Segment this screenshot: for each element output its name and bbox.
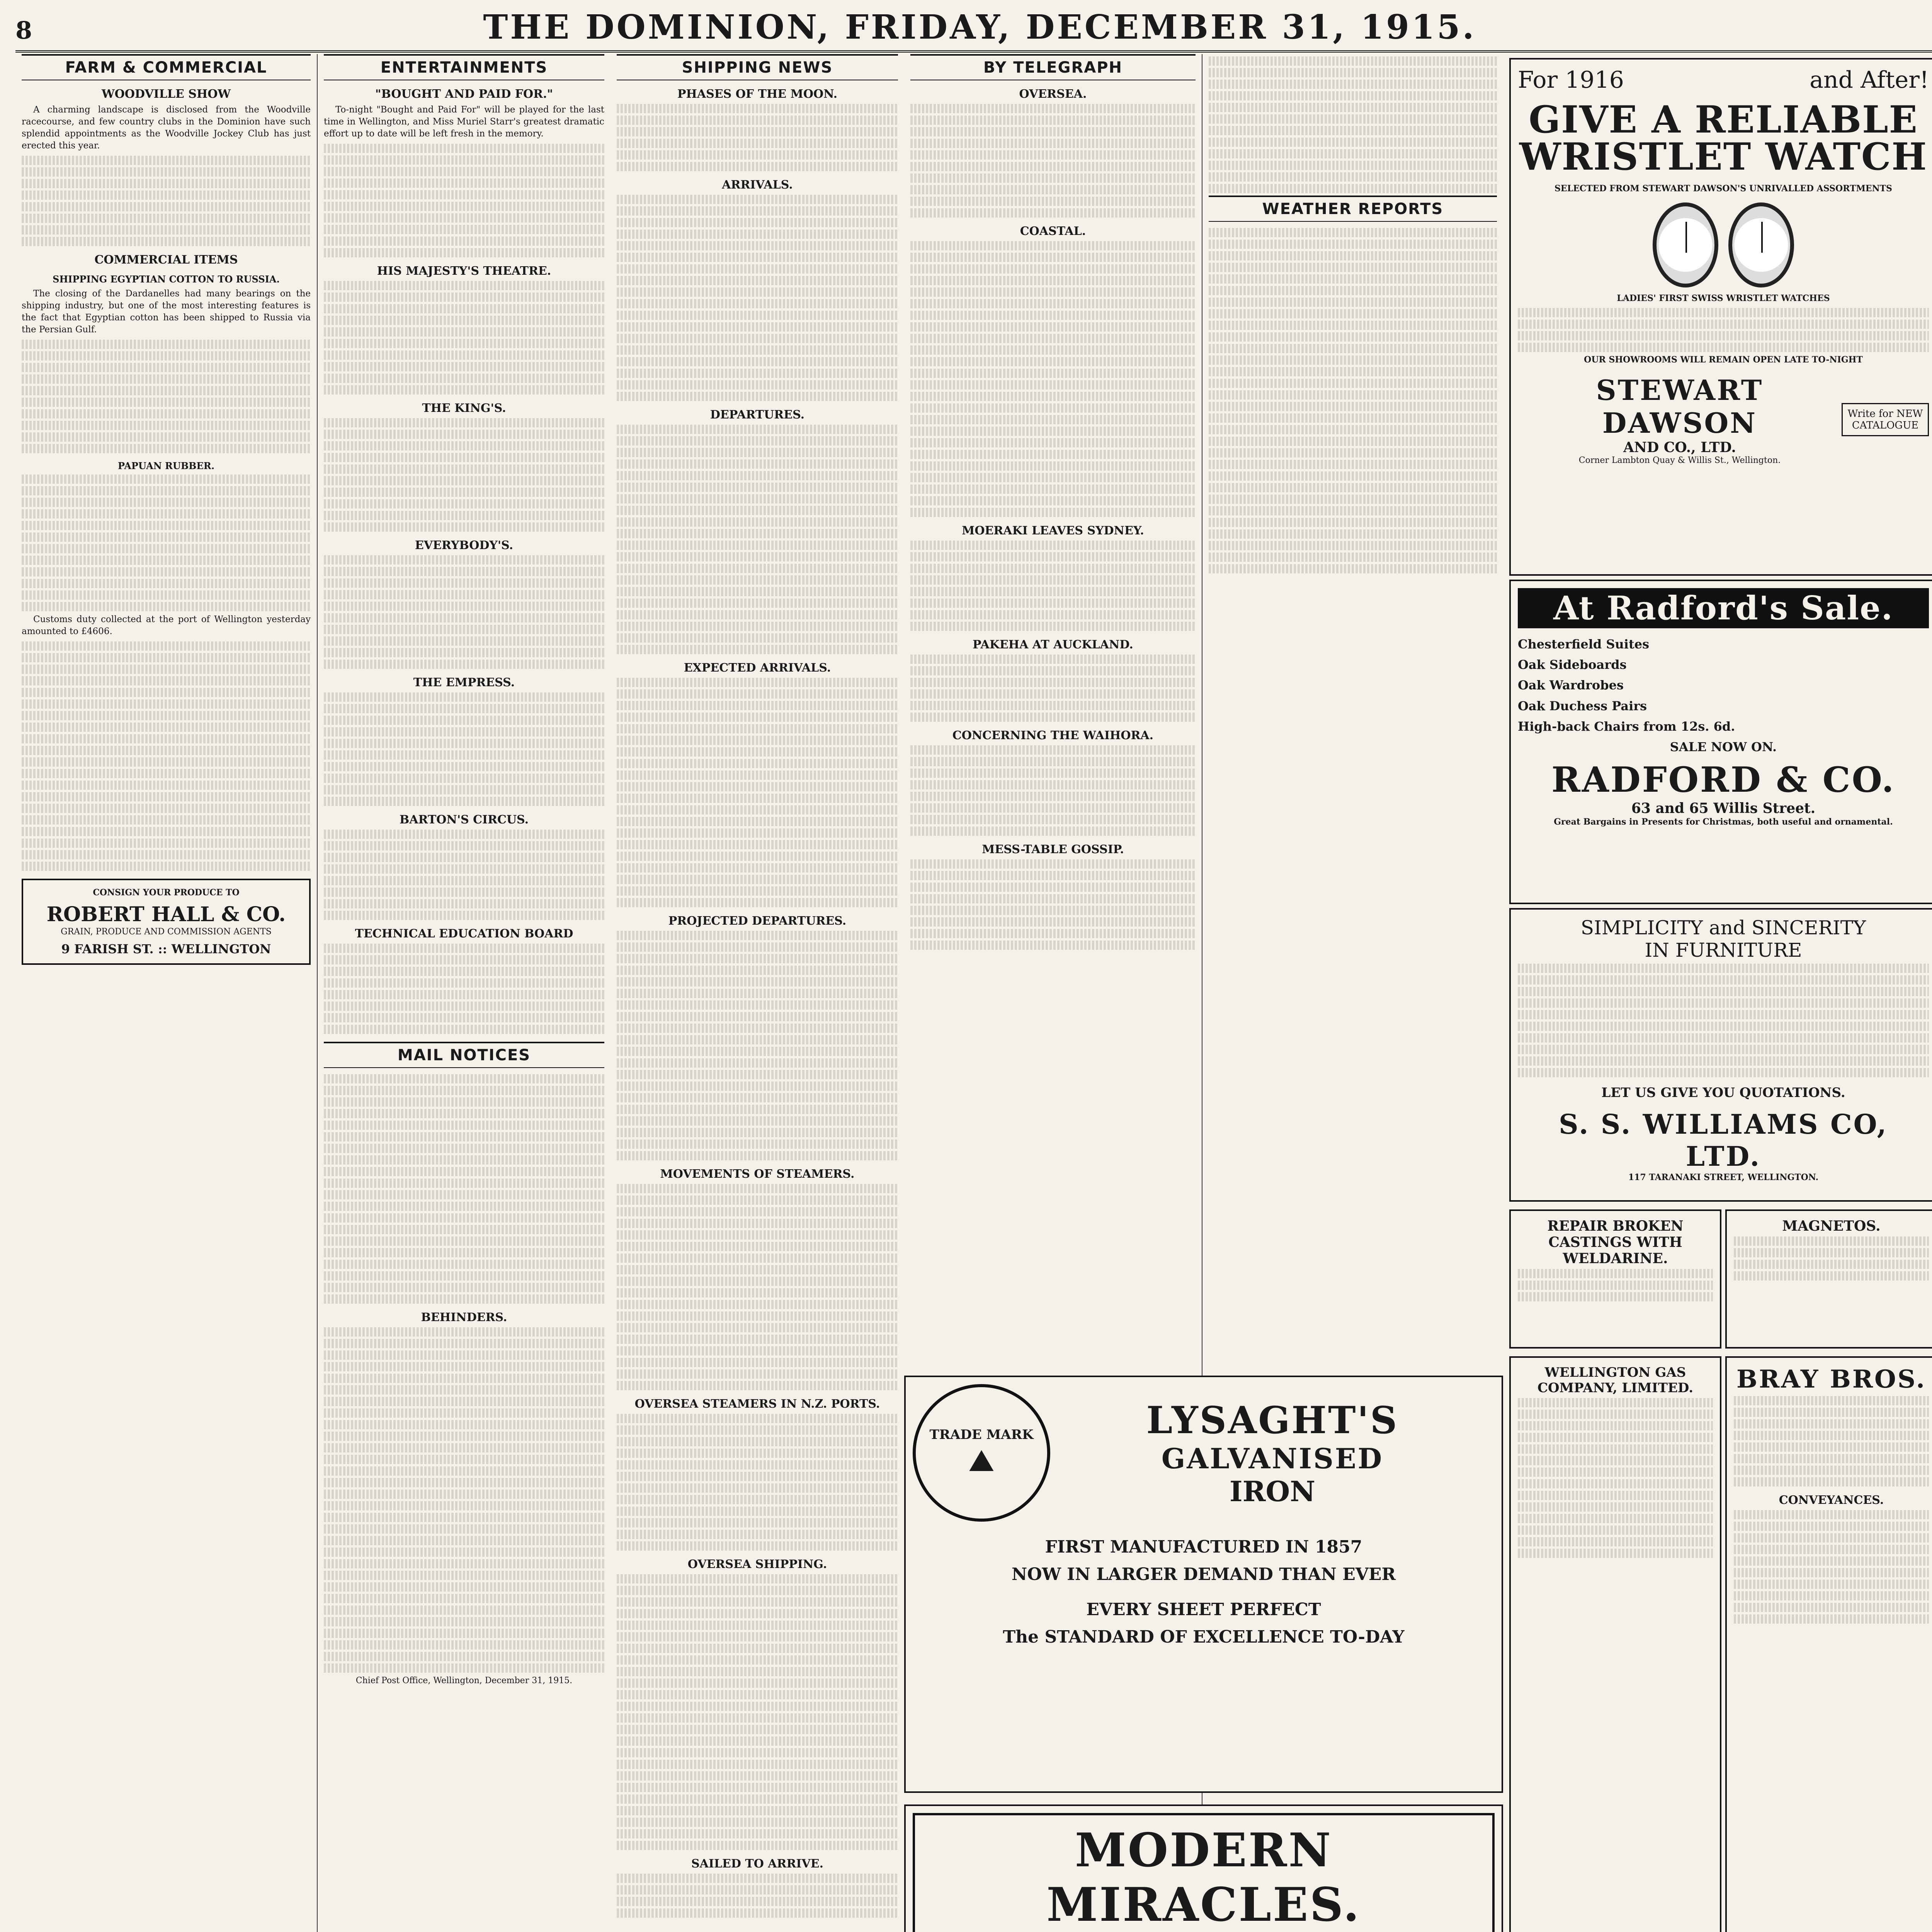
article-title: OVERSEA STEAMERS IN N.Z. PORTS. bbox=[634, 1397, 880, 1411]
section-heading-farm: FARM & COMMERCIAL bbox=[22, 54, 311, 80]
article-title: THE EMPRESS. bbox=[413, 676, 515, 690]
ad-line: NOW IN LARGER DEMAND THAN EVER bbox=[1011, 1565, 1396, 1584]
magnetos-ad bbox=[1725, 1209, 1932, 1349]
article-title: BEHINDERS. bbox=[421, 1311, 507, 1325]
ad-line: FIRST MANUFACTURED IN 1857 bbox=[1045, 1537, 1362, 1557]
badge-text: TRADE MARK bbox=[929, 1427, 1034, 1442]
article-text: A charming landscape is disclosed from the Woodville racecourse, and few country clubs in the Dominion have such splendid appointments as the Woodville Jockey Club has just erected this year. bbox=[22, 105, 311, 151]
article-title: MESS-TABLE GOSSIP. bbox=[982, 843, 1124, 856]
cliff-icon: ⛰ bbox=[968, 1442, 995, 1478]
ad-headline: IN FURNITURE bbox=[1645, 939, 1802, 961]
ad-address: 9 FARISH ST. :: WELLINGTON bbox=[61, 941, 271, 956]
column-farm bbox=[15, 54, 317, 1932]
article-title: BARTON'S CIRCUS. bbox=[399, 813, 529, 827]
section-heading-telegraph: BY TELEGRAPH bbox=[910, 54, 1196, 80]
robert-hall-ad bbox=[22, 879, 311, 964]
ad-line: and After! bbox=[1810, 66, 1929, 94]
section-heading-shipping: SHIPPING NEWS bbox=[617, 54, 898, 80]
ad-advertiser: ROBERT HALL & CO. bbox=[46, 903, 286, 927]
article-text: The closing of the Dardanelles had many bearings on the shipping industry, but one of the most interesting features is the fact that Egyptian cotton has been shipped to Russia via the Persian Gulf. bbox=[22, 289, 311, 335]
masthead bbox=[15, 8, 1932, 53]
wristwatch-icon bbox=[1728, 202, 1794, 287]
ad-item: High-back Chairs from 12s. 6d. bbox=[1518, 719, 1735, 734]
lysaght-ad bbox=[904, 1376, 1503, 1793]
gas-company-ad bbox=[1509, 1356, 1721, 1932]
article-title: EVERYBODY'S. bbox=[415, 539, 514, 553]
ad-headline: MODERN MIRACLES. bbox=[913, 1813, 1495, 1932]
section-heading-mail: MAIL NOTICES bbox=[324, 1042, 604, 1068]
ad-address: 63 and 65 Willis Street. bbox=[1631, 800, 1816, 817]
article-title: SAILED TO ARRIVE. bbox=[691, 1857, 824, 1871]
article-title: "BOUGHT AND PAID FOR." bbox=[375, 87, 553, 101]
section-title: COMMERCIAL ITEMS bbox=[94, 253, 238, 267]
article-title: PROJECTED DEPARTURES. bbox=[668, 914, 847, 928]
article-title: COASTAL. bbox=[1020, 224, 1086, 238]
article-title: HIS MAJESTY'S THEATRE. bbox=[377, 264, 551, 278]
section-heading-entertainments: ENTERTAINMENTS bbox=[324, 54, 604, 80]
ad-item: Oak Wardrobes bbox=[1518, 678, 1624, 693]
article-title: MOVEMENTS OF STEAMERS. bbox=[660, 1167, 855, 1181]
wristwatch-icon bbox=[1653, 202, 1718, 287]
ad-line: OUR SHOWROOMS WILL REMAIN OPEN LATE TO-NIGHT bbox=[1584, 355, 1863, 365]
article-title: DEPARTURES. bbox=[710, 408, 805, 422]
ad-line: Great Bargains in Presents for Christmas, both useful and ornamental. bbox=[1554, 817, 1893, 827]
ad-advertiser: S. S. WILLIAMS CO, LTD. bbox=[1559, 1108, 1888, 1172]
ad-headline: SIMPLICITY and SINCERITY bbox=[1580, 917, 1866, 939]
ad-advertiser: RADFORD & CO. bbox=[1551, 759, 1895, 801]
ad-headline: REPAIR BROKEN CASTINGS WITH WELDARINE. bbox=[1547, 1218, 1684, 1267]
article-title: OVERSEA SHIPPING. bbox=[687, 1558, 827, 1571]
clements-tonic-ad bbox=[904, 1804, 1503, 1932]
stewart-dawson-ad bbox=[1509, 58, 1932, 576]
column-entertainments bbox=[317, 54, 611, 1932]
ad-section-title: CONVEYANCES. bbox=[1779, 1493, 1884, 1507]
ad-line: EVERY SHEET PERFECT bbox=[1086, 1600, 1321, 1619]
masthead-title: THE DOMINION, FRIDAY, DECEMBER 31, 1915. bbox=[483, 8, 1476, 47]
column-shipping bbox=[611, 54, 904, 1932]
article-title: ARRIVALS. bbox=[722, 178, 793, 192]
article-title: MOERAKI LEAVES SYDNEY. bbox=[962, 524, 1144, 537]
weldarine-ad bbox=[1509, 1209, 1721, 1349]
ad-headline: WELLINGTON GAS COMPANY, LIMITED. bbox=[1537, 1365, 1694, 1396]
article-title: WOODVILLE SHOW bbox=[101, 87, 231, 101]
ad-sub: SELECTED FROM STEWART DAWSON'S UNRIVALLED ASSORTMENTS bbox=[1554, 184, 1892, 194]
ad-item: SALE NOW ON. bbox=[1670, 739, 1777, 754]
ad-item: Chesterfield Suites bbox=[1518, 637, 1650, 651]
section-heading-weather: WEATHER REPORTS bbox=[1209, 196, 1497, 222]
article-title: PHASES OF THE MOON. bbox=[677, 87, 838, 101]
mail-signoff: Chief Post Office, Wellington, December 31, 1915. bbox=[355, 1676, 573, 1686]
article-text: Customs duty collected at the port of Wellington yesterday amounted to £4606. bbox=[22, 614, 311, 637]
ad-line: AND CO., LTD. bbox=[1623, 439, 1736, 456]
article-title: THE KING'S. bbox=[422, 401, 506, 415]
catalogue-box: Write for NEW CATALOGUE bbox=[1842, 403, 1929, 436]
article-title: OVERSEA. bbox=[1019, 87, 1087, 101]
ad-advertiser: STEWART DAWSON bbox=[1596, 374, 1764, 440]
article-title: TECHNICAL EDUCATION BOARD bbox=[355, 927, 573, 941]
bray-bros-ad bbox=[1725, 1356, 1932, 1932]
ad-line: GRAIN, PRODUCE AND COMMISSION AGENTS bbox=[61, 927, 272, 937]
ad-line: IRON bbox=[1229, 1475, 1316, 1508]
ad-line: For 1916 bbox=[1518, 66, 1624, 94]
radford-ad bbox=[1509, 580, 1932, 904]
ad-advertiser: LYSAGHT'S bbox=[1146, 1398, 1399, 1442]
article-title: PAPUAN RUBBER. bbox=[117, 460, 215, 472]
ad-advertiser: BRAY BROS. bbox=[1736, 1365, 1926, 1394]
ad-line: GALVANISED bbox=[1161, 1442, 1384, 1475]
page-number: 8 bbox=[15, 16, 32, 44]
page-grid bbox=[15, 54, 1932, 1932]
williams-ad bbox=[1509, 908, 1932, 1202]
article-text: To-night "Bought and Paid For" will be played for the last time in Wellington, and Miss Muriel Starr's greatest dramatic effort up to date will be left fresh in the memory. bbox=[324, 105, 604, 139]
ad-headline: MAGNETOS. bbox=[1782, 1218, 1881, 1234]
ad-line: LET US GIVE YOU QUOTATIONS. bbox=[1601, 1085, 1845, 1100]
ad-headline: GIVE A RELIABLE WRISTLET WATCH bbox=[1519, 98, 1928, 179]
trade-mark-badge bbox=[913, 1384, 1050, 1522]
ad-item: Oak Sideboards bbox=[1518, 657, 1627, 672]
article-title: PAKEHA AT AUCKLAND. bbox=[973, 638, 1133, 651]
ad-address: 117 TARANAKI STREET, WELLINGTON. bbox=[1628, 1172, 1819, 1182]
ad-line: LADIES' FIRST SWISS WRISTLET WATCHES bbox=[1617, 293, 1830, 303]
article-title: CONCERNING THE WAIHORA. bbox=[952, 729, 1154, 742]
ad-headline: At Radford's Sale. bbox=[1518, 588, 1929, 628]
article-title: SHIPPING EGYPTIAN COTTON TO RUSSIA. bbox=[53, 274, 280, 285]
ad-line: The STANDARD OF EXCELLENCE TO-DAY bbox=[1003, 1627, 1405, 1647]
column-ads bbox=[1503, 54, 1932, 1932]
ad-address: Corner Lambton Quay & Willis St., Wellington. bbox=[1578, 456, 1781, 466]
ad-item: Oak Duchess Pairs bbox=[1518, 698, 1647, 713]
article-title: EXPECTED ARRIVALS. bbox=[684, 661, 831, 675]
ad-line: CONSIGN YOUR PRODUCE TO bbox=[93, 888, 240, 898]
